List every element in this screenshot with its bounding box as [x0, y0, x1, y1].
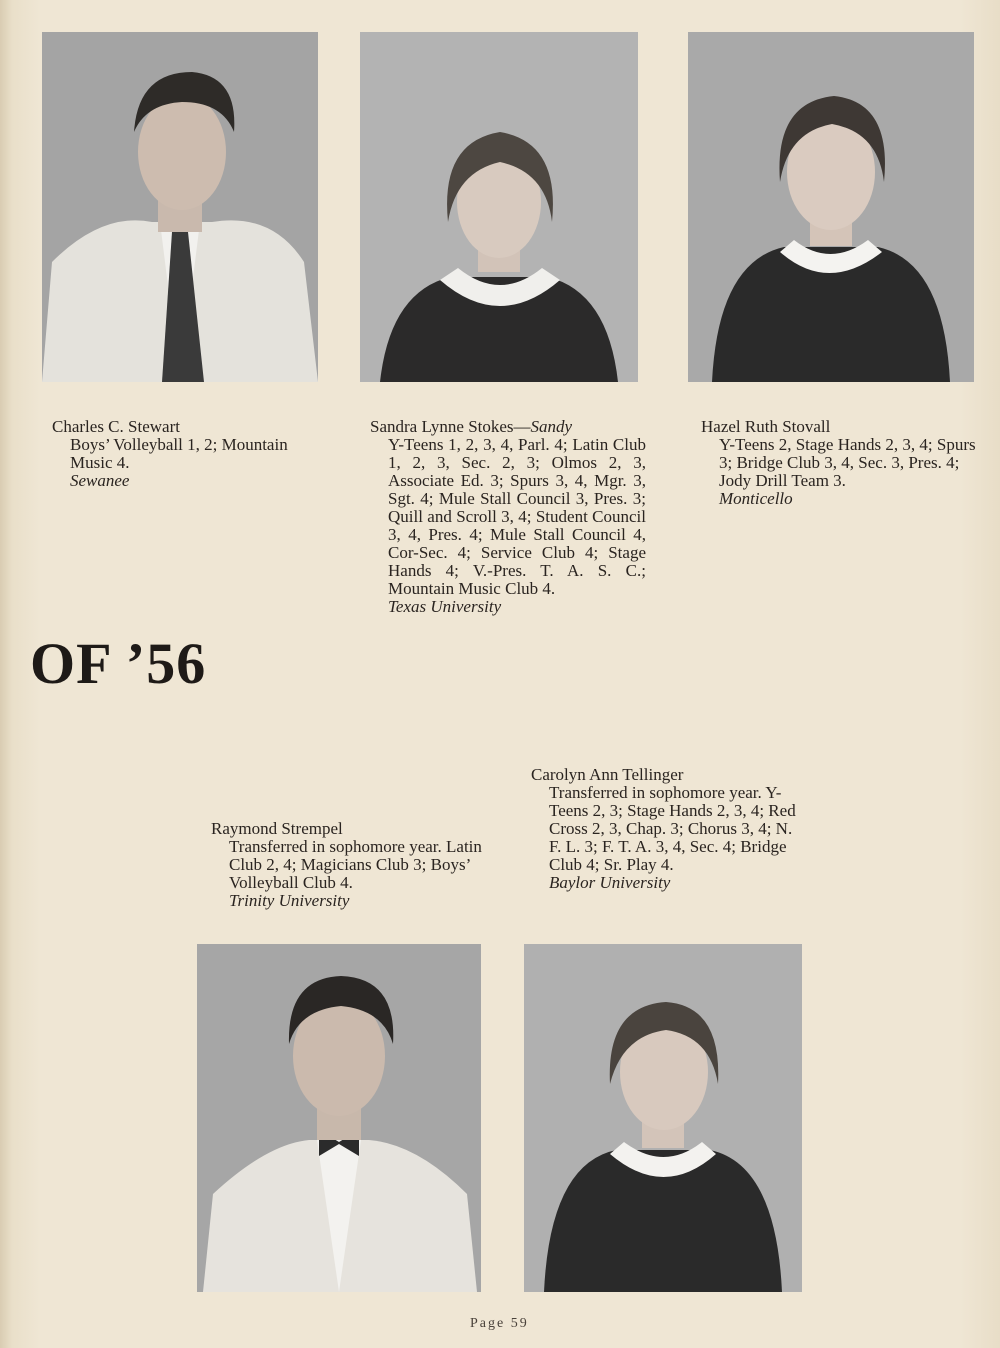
student-college: Baylor University — [549, 873, 671, 892]
portrait-photo-hazel-stovall — [688, 32, 974, 382]
page-number: Page 59 — [470, 1316, 529, 1331]
student-name-line — [370, 418, 646, 436]
student-activities: Transferred in sophomore year. Y-Teens 2, 3; Stage Hands 2, 3, 4; Red Cross 2, 3, Chap. 3; Chorus 3, 4; N. F. L. 3; F. T. A. 3, 4, Sec. 4; Bridge Club 4; Sr. Play 4. — [549, 783, 796, 874]
student-name: Raymond Strempel — [211, 819, 343, 838]
student-college: Monticello — [719, 489, 793, 508]
student-name: Charles C. Stewart — [52, 417, 180, 436]
bio-hazel-stovall — [701, 418, 979, 508]
section-heading: OF ’56 — [30, 631, 207, 696]
bio-sandra-stokes — [370, 418, 646, 616]
bio-raymond-strempel — [211, 820, 493, 910]
student-name: Sandra Lynne Stokes— — [370, 417, 531, 436]
student-activities: Boys’ Volleyball 1, 2; Mountain Music 4. — [70, 435, 288, 472]
student-college: Sewanee — [70, 471, 130, 490]
female-portrait-icon — [688, 32, 974, 382]
student-activities: Y-Teens 1, 2, 3, 4, Parl. 4; Latin Club 1, 2, 3, Sec. 2, 3; Olmos 2, 3, Associate Ed. 3; Spurs 3, 4, Mgr. 3, Sgt. 4; Mule Stall Council 3, Pres. 3; Quill and Scroll 3, 4; Student Council 3, 4, Pres. 4; Mule Stall Council 4, Cor-Sec. 4; Service Club 4; Stage Hands 4; V.-Pres. T. A. S. C.; Mountain Music Club 4. — [388, 435, 646, 598]
bio-carolyn-tellinger — [531, 766, 807, 892]
male-portrait-icon — [197, 944, 481, 1292]
student-name: Hazel Ruth Stovall — [701, 417, 831, 436]
student-activities: Transferred in sophomore year. Latin Club 2, 4; Magicians Club 3; Boys’ Volleyball Club 4. — [229, 837, 482, 892]
student-college: Texas University — [388, 597, 502, 616]
male-portrait-icon — [42, 32, 318, 382]
bio-charles-stewart — [52, 418, 332, 490]
portrait-photo-sandra-stokes — [360, 32, 638, 382]
portrait-photo-charles-stewart — [42, 32, 318, 382]
portrait-photo-raymond-strempel — [197, 944, 481, 1292]
student-nickname: Sandy — [530, 417, 573, 436]
student-college: Trinity University — [229, 891, 350, 910]
portrait-photo-carolyn-tellinger — [524, 944, 802, 1292]
female-portrait-icon — [360, 32, 638, 382]
female-portrait-icon — [524, 944, 802, 1292]
student-activities: Y-Teens 2, Stage Hands 2, 3, 4; Spurs 3; Bridge Club 3, 4, Sec. 3, Pres. 4; Jody Drill Team 3. — [719, 435, 976, 490]
student-name: Carolyn Ann Tellinger — [531, 765, 684, 784]
